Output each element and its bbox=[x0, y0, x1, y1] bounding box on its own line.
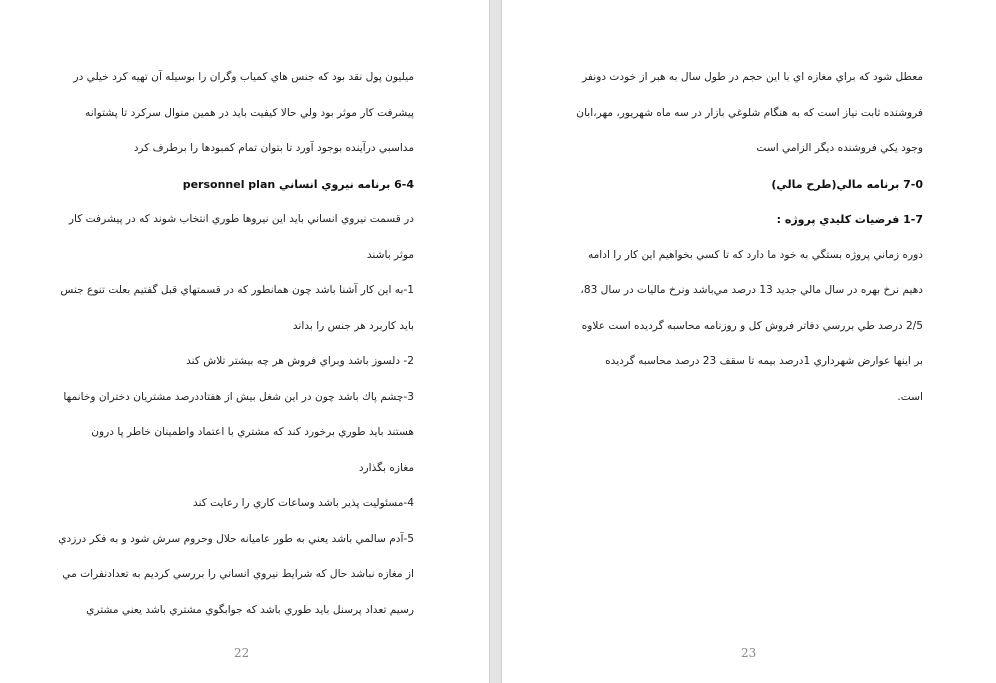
text-line: موثر باشند bbox=[366, 248, 414, 261]
text-line: مغازه بگذارد bbox=[358, 461, 414, 474]
page-number: 22 bbox=[234, 646, 250, 660]
text-line: معطل شود كه براي مغازه اي با اين حجم در طول سال به هبر از خودت دونفر bbox=[582, 71, 923, 83]
subsection-heading: 1-7 فرضيات كليدي پروژه : bbox=[776, 213, 923, 226]
page-gutter bbox=[489, 0, 502, 683]
page-23 bbox=[502, 0, 996, 683]
text-line: 3-چشم پاك باشد چون در اين شغل بيش از هفتاددرصد مشتريان دختران وخانمها bbox=[63, 390, 414, 403]
section-heading: 7-0 برنامه مالي(طرح مالي) bbox=[771, 177, 923, 191]
text-line: رسيم تعداد پرسنل بايد طوري باشد كه جوابگوي مشتري باشد يعني مشتري bbox=[86, 603, 414, 616]
text-line: هستند بايد طوري برخورد كند كه مشتري با اعتماد واطمينان خاطر پا درون bbox=[91, 426, 414, 438]
page-number: 23 bbox=[741, 646, 757, 660]
text-line: ميليون پول نقد بود كه جنس هاي كمياب وگران را بوسيله آن تهيه كرد خيلي در bbox=[73, 71, 414, 83]
text-line: وجود يكي فروشنده ديگر الزامي است bbox=[756, 142, 923, 154]
page-22 bbox=[0, 0, 489, 683]
text-line: بر اينها عوارض شهرداري 1درصد بيمه تا سقف 23 درصد محاسبه گرديده bbox=[605, 355, 923, 367]
page-23-body bbox=[556, 60, 923, 415]
text-line: فروشنده ثابت نياز است كه به هنگام شلوغي بازار در سه ماه شهريور، مهر،ابان bbox=[576, 106, 923, 119]
page-22-body bbox=[40, 60, 414, 628]
text-line: دهيم نرخ بهره در سال مالي جديد 13 درصد مي‌باشد ونرخ ماليات در سال 83، bbox=[580, 284, 923, 296]
text-line: است. bbox=[897, 390, 923, 403]
text-line: دوره زماني پروژه بستگي به خود ما دارد كه تا كسي بخواهيم اين كار را ادامه bbox=[587, 248, 923, 261]
text-line: 1-به اين كار آشنا باشد چون همانطور كه در قسمتهاي قبل گفتيم بعلت تنوع جنس bbox=[60, 284, 414, 296]
text-line: 5-آدم سالمي باشد يعني به طور عاميانه حلال وحروم سرش شود و به فكر درزدي bbox=[58, 532, 414, 545]
text-line: از مغازه نباشد حال كه شرايط نيروي انساني را بررسي كرديم به تعدادنفرات مي bbox=[62, 568, 414, 580]
text-line: بايد كاربرد هر جنس را بداند bbox=[292, 319, 414, 332]
text-line: پيشرفت كار موثر بود ولي حالا كيفيت بايد در همين منوال سركرد تا پشتوانه bbox=[85, 106, 414, 119]
text-line: 2/5 درصد طي بررسي دفاتر فروش كل و روزنامه محاسبه گرديده است علاوه bbox=[581, 319, 923, 332]
text-line: 2- دلسوز باشد وبراي فروش هر چه بيشتر تلاش كند bbox=[186, 355, 414, 367]
text-line: 4-مسئوليت پذير باشد وساعات كاري را رعايت كند bbox=[193, 497, 414, 509]
text-line: مداسبي درآينده بوجود آورد تا بتوان تمام كمبودها را برطرف كرد bbox=[133, 142, 414, 154]
section-heading: 6-4 برنامه نيروي انساني personnel plan bbox=[182, 177, 414, 191]
text-line: در قسمت نيروي انساني بايد اين نيروها طوري انتخاب شوند كه در پيشرفت كار bbox=[68, 213, 414, 225]
